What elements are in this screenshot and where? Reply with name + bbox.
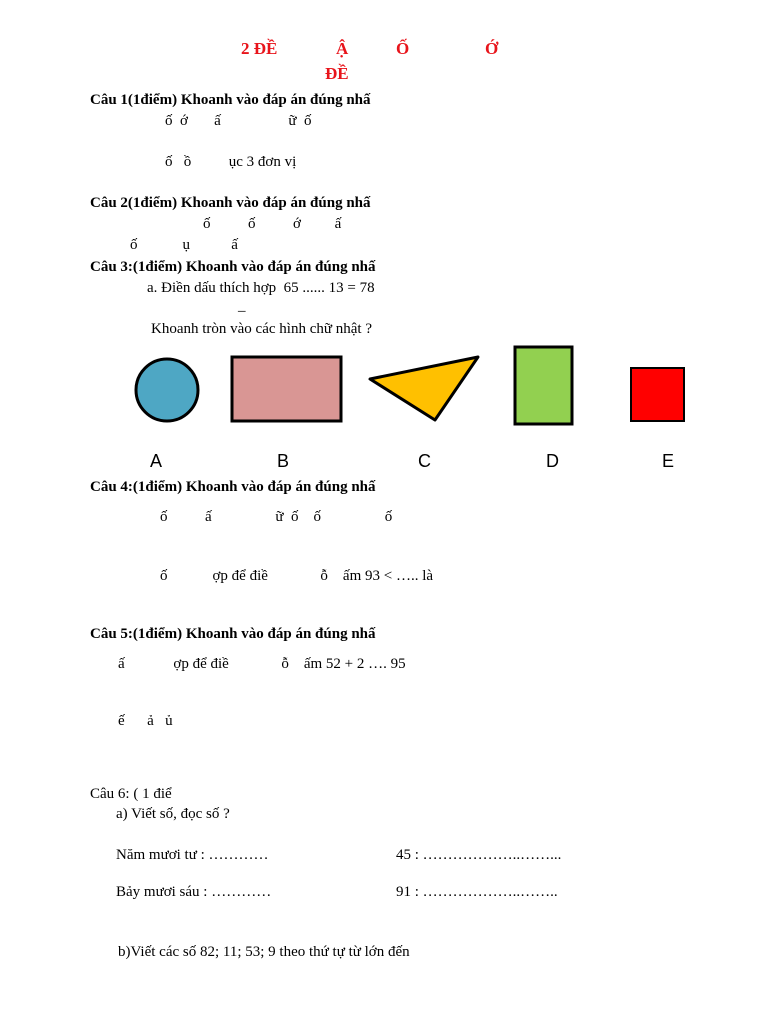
q6-part-b: b)Viết các số 82; 11; 53; 9 theo thứ tự từ lớn đến — [118, 944, 410, 960]
q2-line2: ố ụ ấ — [130, 237, 238, 253]
title-part-1: 2 ĐỀ — [241, 39, 278, 58]
q3-part-b: Khoanh tròn vào các hình chữ nhật ? — [151, 321, 372, 337]
q3-dash: _ — [238, 298, 246, 314]
circle-shape-a[interactable] — [136, 359, 198, 421]
q6-row1-right: 45 : ………………..……... — [396, 847, 562, 863]
q4-title: Câu 4:(1điểm) Khoanh vào đáp án đúng nhấ — [90, 479, 376, 495]
subtitle: ĐỀ — [325, 64, 349, 83]
q6-part-a: a) Viết số, đọc số ? — [116, 806, 230, 822]
shape-label-e: E — [662, 451, 675, 471]
q6-row2-right: 91 : ………………..…….. — [396, 884, 558, 900]
square-shape-e[interactable] — [631, 368, 684, 421]
q5-line1: ấ ợp để điề ỗ ấm 52 + 2 …. 95 — [118, 656, 406, 672]
q6-row1-left: Năm mươi tư : ………… — [116, 847, 269, 863]
q1-line2: ố ồ ục 3 đơn vị — [165, 154, 297, 170]
rectangle-shape-b[interactable] — [232, 357, 341, 421]
q5-line2: ế ả ủ — [118, 713, 173, 729]
shape-label-d: D — [546, 451, 559, 471]
q4-line2: ố ợp để điề ỗ ấm 93 < ….. là — [160, 568, 434, 584]
q1-line1: ố ớ ấ ữ ố — [165, 113, 312, 129]
q3-title: Câu 3:(1điểm) Khoanh vào đáp án đúng nhấ — [90, 259, 376, 275]
q2-line1: ố ố ớ ấ — [203, 216, 342, 232]
q1-title: Câu 1(1điểm) Khoanh vào đáp án đúng nhấ — [90, 92, 371, 108]
title-part-4: Ớ — [485, 39, 499, 58]
shape-label-c: C — [418, 451, 431, 471]
shape-label-a: A — [150, 451, 163, 471]
shape-label-b: B — [277, 451, 290, 471]
q6-title: Câu 6: ( 1 điể — [90, 786, 172, 802]
title-part-2: Ậ — [336, 39, 349, 58]
triangle-shape-c[interactable] — [370, 357, 478, 420]
q3-part-a: a. Điền dấu thích hợp 65 ...... 13 = 78 — [147, 280, 375, 296]
q2-title: Câu 2(1điểm) Khoanh vào đáp án đúng nhấ — [90, 195, 371, 211]
q4-line1: ố ấ ữ ố ố ố — [160, 509, 393, 525]
q5-title: Câu 5:(1điểm) Khoanh vào đáp án đúng nhấ — [90, 626, 376, 642]
q6-row2-left: Bảy mươi sáu : ………… — [116, 884, 272, 900]
rectangle-shape-d[interactable] — [515, 347, 572, 424]
title-part-3: Ố — [396, 39, 410, 58]
